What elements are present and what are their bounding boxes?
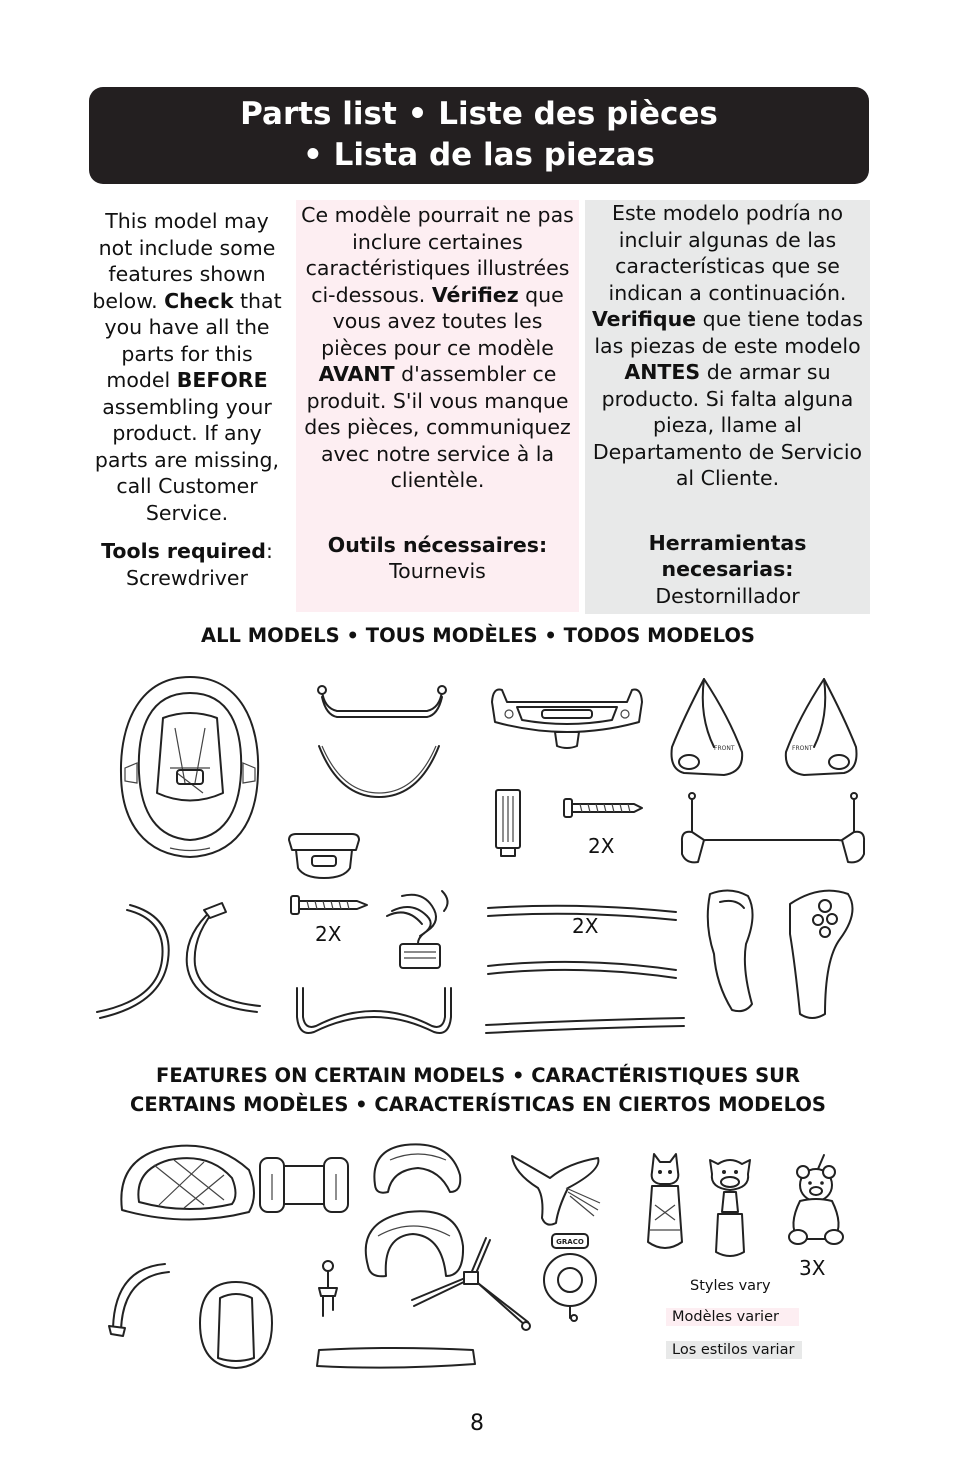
- intro-text: de armar su producto. Si falta alguna pieza, llame al Departamento de Servicio al Cliente.: [592, 360, 863, 490]
- intro-text: This model may not include some features shown below.: [92, 209, 276, 313]
- intro-bold: Verifique: [591, 307, 697, 331]
- tools-label: Outils nécessaires:: [327, 532, 548, 557]
- intro-text: que tiene todas las piezas de este modelo: [594, 307, 864, 358]
- intro-bold: Vérifiez: [431, 282, 519, 307]
- tools-label: Herramientas necesarias:: [648, 530, 807, 581]
- strap-pad-part: [313, 1344, 478, 1376]
- intro-french: [296, 200, 579, 612]
- wire-frame-part: [314, 742, 444, 806]
- ac-adapter-part: [382, 886, 457, 975]
- intro-text: Este modelo podría no incluir algunas de las características que se indican a continuación.: [608, 201, 847, 305]
- seat-part: [115, 673, 265, 867]
- intro-text: that you have all the parts for this model: [104, 288, 282, 392]
- giraffe-toy-part: [640, 1150, 690, 1262]
- intro-text: d'assembler ce produit. S'il vous manque des pièces, communiquez avec notre service à la clientèle.: [304, 362, 571, 492]
- connector-part: [492, 788, 524, 864]
- mobile-arm-part: [408, 1234, 533, 1338]
- short-screw-part: [562, 797, 644, 823]
- mobile-brand-text: GRACO: [556, 1238, 584, 1246]
- toy-clip-part: [313, 1258, 343, 1326]
- styles-vary-fr: Modèles varier: [666, 1308, 799, 1326]
- intro-text: assembling your product. If any parts are missing, call Customer Service.: [94, 394, 280, 525]
- tools-value: Destornillador: [655, 583, 800, 608]
- motor-housing-part: [700, 884, 870, 1028]
- page-header: [89, 87, 869, 184]
- tools-value: Screwdriver: [126, 565, 248, 590]
- all-models-title: ALL MODELS • TOUS MODÈLES • TODOS MODELOS: [201, 624, 755, 647]
- body-pad-part: [196, 1278, 276, 1376]
- front-legs-part: [664, 677, 864, 786]
- intro-spanish-text: [589, 200, 866, 492]
- leg-mark-text: FRONT: [714, 745, 735, 752]
- header-title-line2: • Lista de las piezas: [302, 137, 656, 173]
- head-pad-part: [114, 1140, 259, 1226]
- rear-base-part: [676, 792, 870, 870]
- tray-part: [487, 682, 647, 756]
- seat-frame-part: [289, 982, 459, 1048]
- tools-colon: :: [265, 539, 273, 563]
- bracket-part: [284, 832, 364, 886]
- intro-bold: ANTES: [624, 360, 701, 384]
- curved-legs-part: [92, 900, 267, 1024]
- intro-text: Ce modèle pourrait ne pas inclure certaines caractéristiques illustrées ci-dessous.: [301, 203, 574, 307]
- styles-vary-es: Los estilos variar: [666, 1341, 802, 1359]
- tools-required-english: [89, 538, 285, 591]
- leg-mark-text: FRONT: [792, 745, 813, 752]
- tools-value: Tournevis: [389, 559, 486, 583]
- y-toy-bar-part: [508, 1148, 608, 1234]
- page-number: 8: [470, 1411, 484, 1436]
- features-title-line1: FEATURES ON CERTAIN MODELS • CARACTÉRISTIQUES SUR: [156, 1064, 800, 1087]
- features-title: [60, 1061, 896, 1119]
- bear-toy-part: [782, 1155, 852, 1251]
- cow-toy-part: [704, 1152, 756, 1264]
- bolster-part: [256, 1154, 352, 1220]
- short-screw-quantity: 2X: [588, 834, 615, 858]
- tubes-quantity: 2X: [572, 914, 599, 938]
- long-screw-quantity: 2X: [315, 922, 342, 946]
- toy-bar-part: [312, 683, 452, 732]
- intro-bold: Check: [164, 288, 234, 313]
- head-support-part: [370, 1140, 465, 1204]
- bear-quantity: 3X: [799, 1256, 826, 1280]
- tools-label: Tools required: [101, 539, 266, 563]
- tools-required-spanish: [589, 530, 866, 610]
- mobile-part: [538, 1232, 602, 1326]
- tools-required-french: [298, 532, 577, 585]
- features-title-line2: CERTAINS MODÈLES • CARACTERÍSTICAS EN CIERTOS MODELOS: [130, 1093, 826, 1116]
- intro-bold: BEFORE: [176, 368, 268, 392]
- arc-bar-part: [105, 1258, 175, 1342]
- long-screw-part: [289, 894, 369, 920]
- intro-english: [89, 208, 285, 591]
- intro-spanish: [585, 200, 870, 614]
- intro-text: que vous avez toutes les pièces pour ce modèle: [321, 282, 564, 360]
- styles-vary-en: Styles vary: [690, 1278, 771, 1294]
- intro-french-text: [298, 202, 577, 494]
- header-title-line1: Parts list • Liste des pièces: [240, 96, 718, 132]
- intro-english-text: [89, 208, 285, 526]
- intro-bold: AVANT: [318, 362, 395, 386]
